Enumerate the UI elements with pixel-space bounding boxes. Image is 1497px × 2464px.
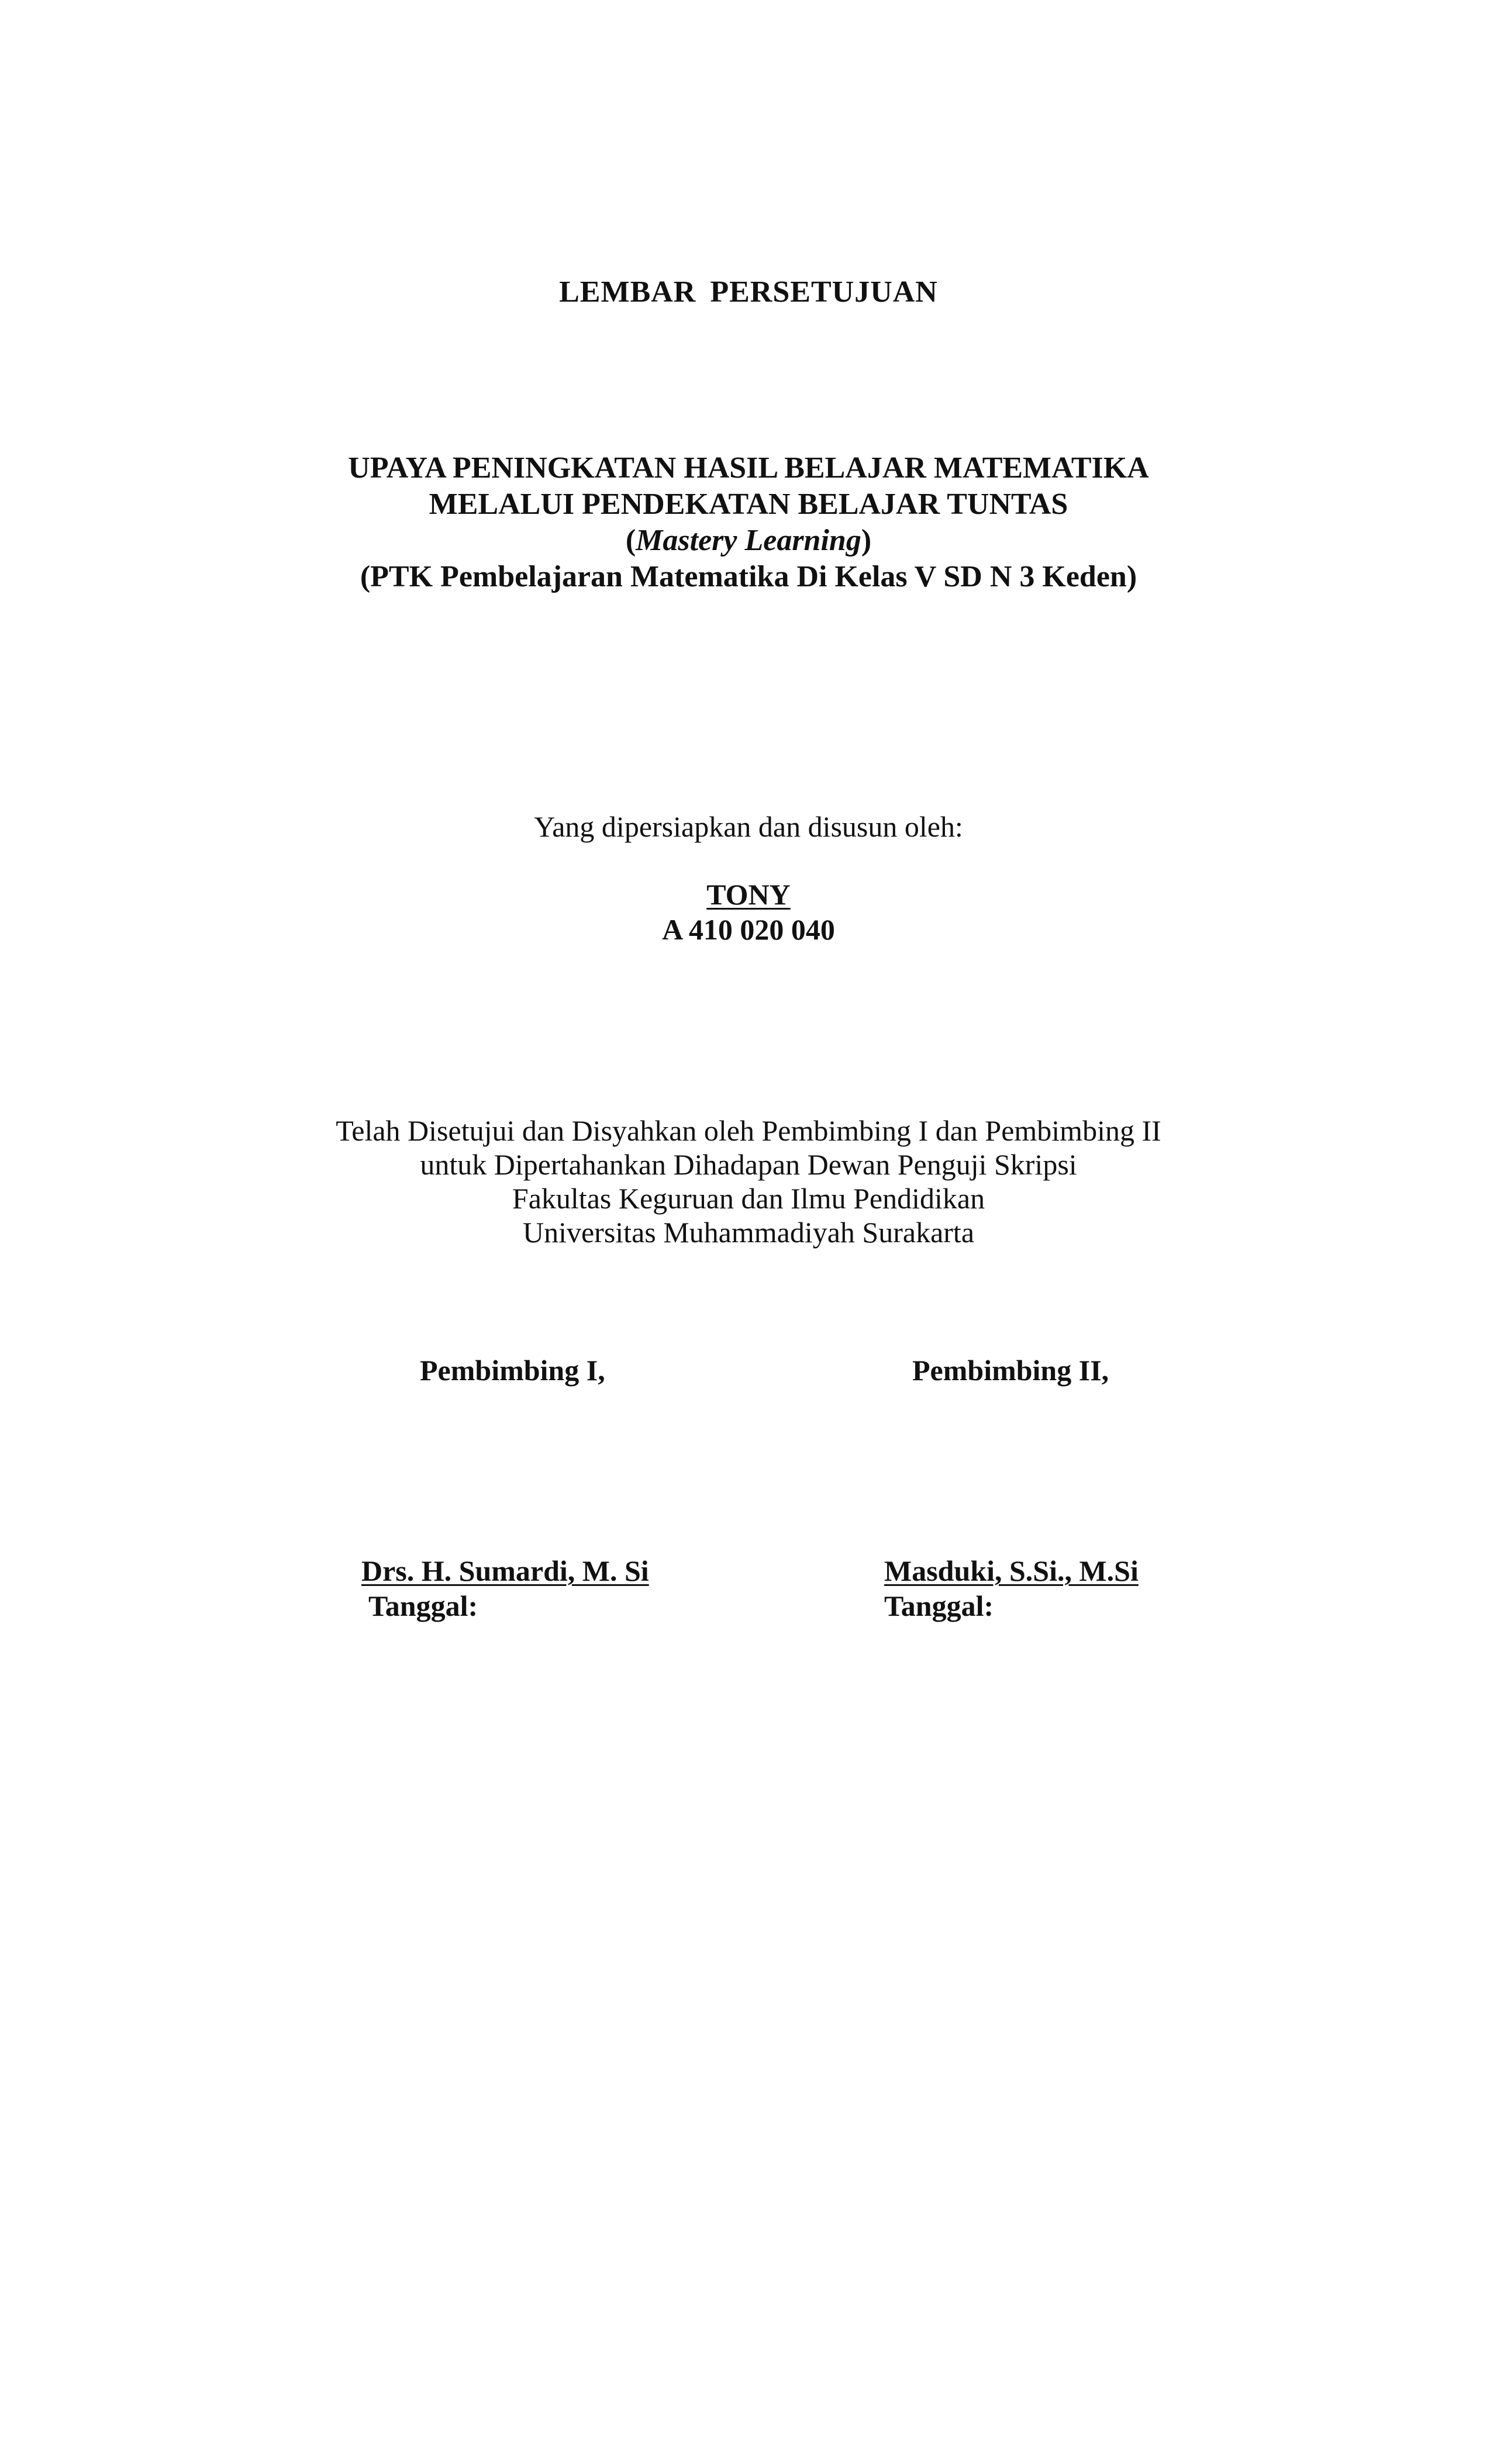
supervisor-1-label: Pembimbing I,	[420, 1354, 605, 1387]
thesis-title	[0, 450, 1497, 595]
page-heading: LEMBAR PERSETUJUAN	[559, 275, 938, 309]
title-italic: Mastery Learning	[636, 524, 861, 557]
title-line-4: (PTK Pembelajaran Matematika Di Kelas V SD N 3 Keden)	[360, 560, 1137, 593]
supervisor-2-name: Masduki, S.Si., M.Si	[884, 1554, 1139, 1587]
title-paren-open: (	[625, 524, 636, 557]
supervisor-1-name: Drs. H. Sumardi, M. Si	[361, 1554, 649, 1587]
approval-line-3: Fakultas Keguruan dan Ilmu Pendidikan	[512, 1182, 985, 1215]
approval-line-1: Telah Disetujui dan Disyahkan oleh Pembimbing I dan Pembimbing II	[336, 1114, 1161, 1147]
prepared-by-text: Yang dipersiapkan dan disusun oleh:	[534, 810, 963, 843]
title-line-3	[0, 523, 1497, 559]
supervisor-2-date-label: Tanggal:	[884, 1589, 994, 1622]
author-block	[0, 877, 1497, 947]
author-nim: A 410 020 040	[662, 913, 835, 946]
supervisor-2-label: Pembimbing II,	[912, 1354, 1109, 1387]
approval-line-2: untuk Dipertahankan Dihadapan Dewan Penguji Skripsi	[420, 1148, 1077, 1181]
title-paren-close: )	[861, 524, 872, 557]
approval-statement	[0, 1114, 1497, 1249]
author-name: TONY	[706, 878, 791, 911]
title-line-1: UPAYA PENINGKATAN HASIL BELAJAR MATEMATIKA	[348, 451, 1149, 485]
supervisor-1-date-label: Tanggal:	[368, 1589, 478, 1622]
approval-line-4: Universitas Muhammadiyah Surakarta	[522, 1216, 975, 1249]
title-line-2: MELALUI PENDEKATAN BELAJAR TUNTAS	[429, 488, 1068, 521]
